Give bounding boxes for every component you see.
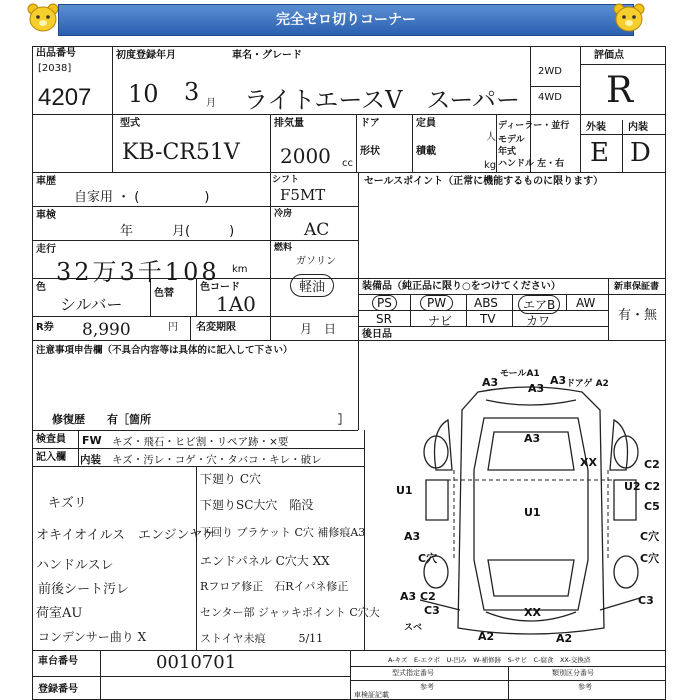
mark-right-c-hole-2: C穴 bbox=[640, 552, 660, 565]
mark-left-a3c2: A3 C2 bbox=[400, 590, 436, 603]
equipment-label: 装備品（純正品に限り○をつけてください） bbox=[362, 281, 561, 292]
shift-label: シフト bbox=[272, 175, 300, 185]
score-value: R bbox=[606, 70, 634, 111]
recycle-value: 8,990 bbox=[82, 320, 131, 340]
remark-right-2: 下廻りSC大穴 陥没 bbox=[200, 498, 314, 512]
mark-left-a3: A3 bbox=[404, 530, 421, 543]
inspector-fw: FW bbox=[82, 434, 102, 447]
shape-label: 形状 bbox=[360, 146, 380, 157]
class-number-label: 類別区分番号 bbox=[552, 669, 594, 677]
capacity-label: 定員 bbox=[416, 118, 436, 129]
type-number-label: 型式指定番号 bbox=[392, 669, 434, 677]
equip-aw: AW bbox=[576, 296, 596, 310]
color-label: 色 bbox=[36, 282, 46, 293]
exterior-label: 外装 bbox=[586, 122, 606, 133]
mileage-label: 走行 bbox=[36, 244, 56, 255]
aircon-value: AC bbox=[304, 220, 330, 240]
mark-right-xx: XX bbox=[580, 456, 597, 469]
color-change-label: 色替 bbox=[154, 288, 174, 299]
sales-point-label: セールスポイント（正常に機能するものに限ります） bbox=[364, 176, 604, 187]
load-label: 積載 bbox=[416, 146, 436, 157]
mark-bottom-a2-right: A2 bbox=[556, 632, 573, 645]
damage-legend: A-キズ E-エクボ U-凹み W-補修跡 S-サビ C-腐食 XX-交換済 bbox=[388, 656, 591, 664]
inspector-row2: キズ・汚レ・コゲ・穴・タバコ・キレ・破レ bbox=[112, 454, 322, 466]
mark-left-c-hole: C穴 bbox=[418, 552, 438, 565]
repair-history: 修復歴 有［箇所 ］ bbox=[52, 413, 349, 426]
mark-right-c2: C2 bbox=[644, 458, 660, 471]
remark-5: 荷室AU bbox=[36, 606, 83, 621]
lot-number-label: 出品番号 bbox=[36, 48, 76, 59]
lot-sub-number: [2038] bbox=[38, 63, 72, 74]
remark-right-3: 下回り ブラケット C穴 補修痕A3 bbox=[200, 526, 366, 539]
score-label: 評価点 bbox=[594, 50, 624, 61]
color-value: シルバー bbox=[60, 295, 123, 314]
equip-navi: ナビ bbox=[428, 314, 453, 328]
mark-top-a3-right: A3 bbox=[550, 374, 567, 387]
recycle-unit: 円 bbox=[168, 322, 178, 333]
mark-center-u1: U1 bbox=[524, 506, 541, 519]
registration-number-label: 登録番号 bbox=[38, 684, 78, 695]
aircon-label: 冷房 bbox=[274, 209, 293, 219]
fuel-diesel: 軽油 bbox=[290, 274, 334, 297]
entry-label: 記入欄 bbox=[36, 452, 66, 463]
color-code-value: 1A0 bbox=[216, 292, 256, 316]
remark-6: コンデンサー曲り X bbox=[38, 630, 147, 644]
equip-abs: ABS bbox=[474, 296, 498, 310]
mark-top-a3-left: A3 bbox=[482, 376, 499, 389]
inspection-label: 車検 bbox=[36, 210, 56, 221]
remark-right-4: エンドパネル C穴大 XX bbox=[200, 554, 330, 568]
load-unit: kg bbox=[484, 160, 497, 171]
first-registration-label: 初度登録年月 bbox=[116, 50, 176, 61]
displacement-value: 2000 bbox=[280, 144, 331, 168]
equip-ps: PS bbox=[372, 295, 397, 311]
exterior-score: E bbox=[590, 138, 609, 168]
displacement-label: 排気量 bbox=[274, 118, 304, 129]
mark-top-a3-mid: A3 bbox=[528, 382, 545, 395]
model-year-label: モデル年式 bbox=[498, 135, 525, 157]
mileage-unit: km bbox=[232, 264, 248, 275]
post-item-label: 後日品 bbox=[362, 329, 392, 340]
interior-label: 内装 bbox=[628, 122, 648, 133]
mark-right-c5: C5 bbox=[644, 500, 660, 513]
inspection-value: 年 月( ) bbox=[120, 224, 235, 239]
fuel-gasoline: ガソリン bbox=[296, 256, 336, 267]
chassis-number: 0010701 bbox=[156, 652, 237, 673]
mark-right-u2c2: U2 C2 bbox=[624, 480, 661, 493]
car-name-grade: ライトエースV スーパー bbox=[244, 86, 521, 114]
remark-right-7: ストイヤ未痕 5/11 bbox=[200, 632, 324, 645]
remark-4: 前後シート汚レ bbox=[38, 582, 130, 597]
handle-label: ハンドル 左・右 bbox=[498, 159, 565, 169]
remark-right-1: 下廻り C穴 bbox=[200, 472, 261, 486]
remark-2: オキイオイルス エンジンヤケ bbox=[36, 528, 216, 543]
model-label: 型式 bbox=[120, 118, 140, 129]
2wd-label: 2WD bbox=[538, 66, 562, 77]
cc-unit: cc bbox=[342, 158, 353, 169]
equip-pw: PW bbox=[420, 295, 453, 311]
equip-airbag: エアB bbox=[518, 295, 560, 314]
month-unit: 月 bbox=[206, 98, 216, 109]
mark-roof-a3: A3 bbox=[524, 432, 541, 445]
lot-number: 4207 bbox=[38, 84, 92, 111]
notes-label: 注意事項申告欄（不具合内容等は具体的に記入して下さい） bbox=[36, 345, 293, 356]
mark-top-doorage-a2: ドアゲ A2 bbox=[566, 379, 609, 389]
capacity-unit: 人 bbox=[486, 132, 496, 143]
remark-right-6: センター部 ジャッキポイント C穴大 bbox=[200, 606, 380, 619]
inspection-cert-label: 車検証記載 bbox=[354, 691, 389, 699]
mark-left-c3: C3 bbox=[424, 604, 440, 617]
remark-3: ハンドルスレ bbox=[36, 558, 114, 573]
mark-right-c3: C3 bbox=[638, 594, 654, 607]
mark-left-u1: U1 bbox=[396, 484, 413, 497]
mark-left-sube: スベ bbox=[404, 623, 423, 633]
remark-right-5: Rフロア修正 石Rイパネ修正 bbox=[200, 580, 349, 593]
mark-bottom-a2-left: A2 bbox=[478, 630, 495, 643]
equip-sr: SR bbox=[376, 312, 392, 326]
dealer-label: ディーラー・並行 bbox=[498, 121, 570, 131]
door-label: ドア bbox=[360, 118, 380, 129]
color-code-label: 色コード bbox=[200, 282, 240, 293]
remark-1: キズリ bbox=[48, 496, 87, 511]
interior-score: D bbox=[630, 138, 651, 168]
4wd-label: 4WD bbox=[538, 92, 562, 103]
name-change-value: 月 日 bbox=[300, 322, 337, 336]
car-name-label: 車名・グレード bbox=[232, 50, 302, 61]
registration-year: 10 bbox=[128, 80, 159, 108]
equip-leather: カワ bbox=[526, 314, 551, 328]
reference-label: 参考 bbox=[420, 683, 434, 691]
mark-bottom-xx: XX bbox=[524, 606, 541, 619]
inspector-interior: 内装 bbox=[80, 454, 101, 466]
equip-tv: TV bbox=[480, 312, 496, 326]
model-code: KB-CR51V bbox=[122, 140, 240, 165]
name-change-label: 名変期限 bbox=[196, 322, 236, 333]
mark-right-c-hole-1: C穴 bbox=[640, 530, 660, 543]
warranty-label: 新車保証書 bbox=[614, 282, 660, 292]
banner-title: 完全ゼロ切りコーナー bbox=[276, 12, 416, 28]
car-history-value: 自家用 ・ ( ) bbox=[74, 190, 210, 205]
reference-label-2: 参考 bbox=[578, 683, 592, 691]
chassis-label: 車台番号 bbox=[38, 656, 78, 667]
registration-month: 3 bbox=[184, 78, 200, 106]
warranty-value: 有・無 bbox=[618, 308, 658, 323]
car-history-label: 車歴 bbox=[36, 176, 56, 187]
mark-top-mole-a1: モールA1 bbox=[500, 369, 540, 379]
recycle-label: R券 bbox=[36, 322, 54, 333]
fuel-label: 燃料 bbox=[274, 243, 293, 253]
inspector-row1: キズ・飛石・ヒビ割・リペア跡・×要 bbox=[112, 436, 289, 448]
shift-value: F5MT bbox=[280, 186, 326, 204]
inspector-label: 検査員 bbox=[36, 434, 66, 445]
mileage-value: 32万3千108 bbox=[56, 258, 220, 286]
